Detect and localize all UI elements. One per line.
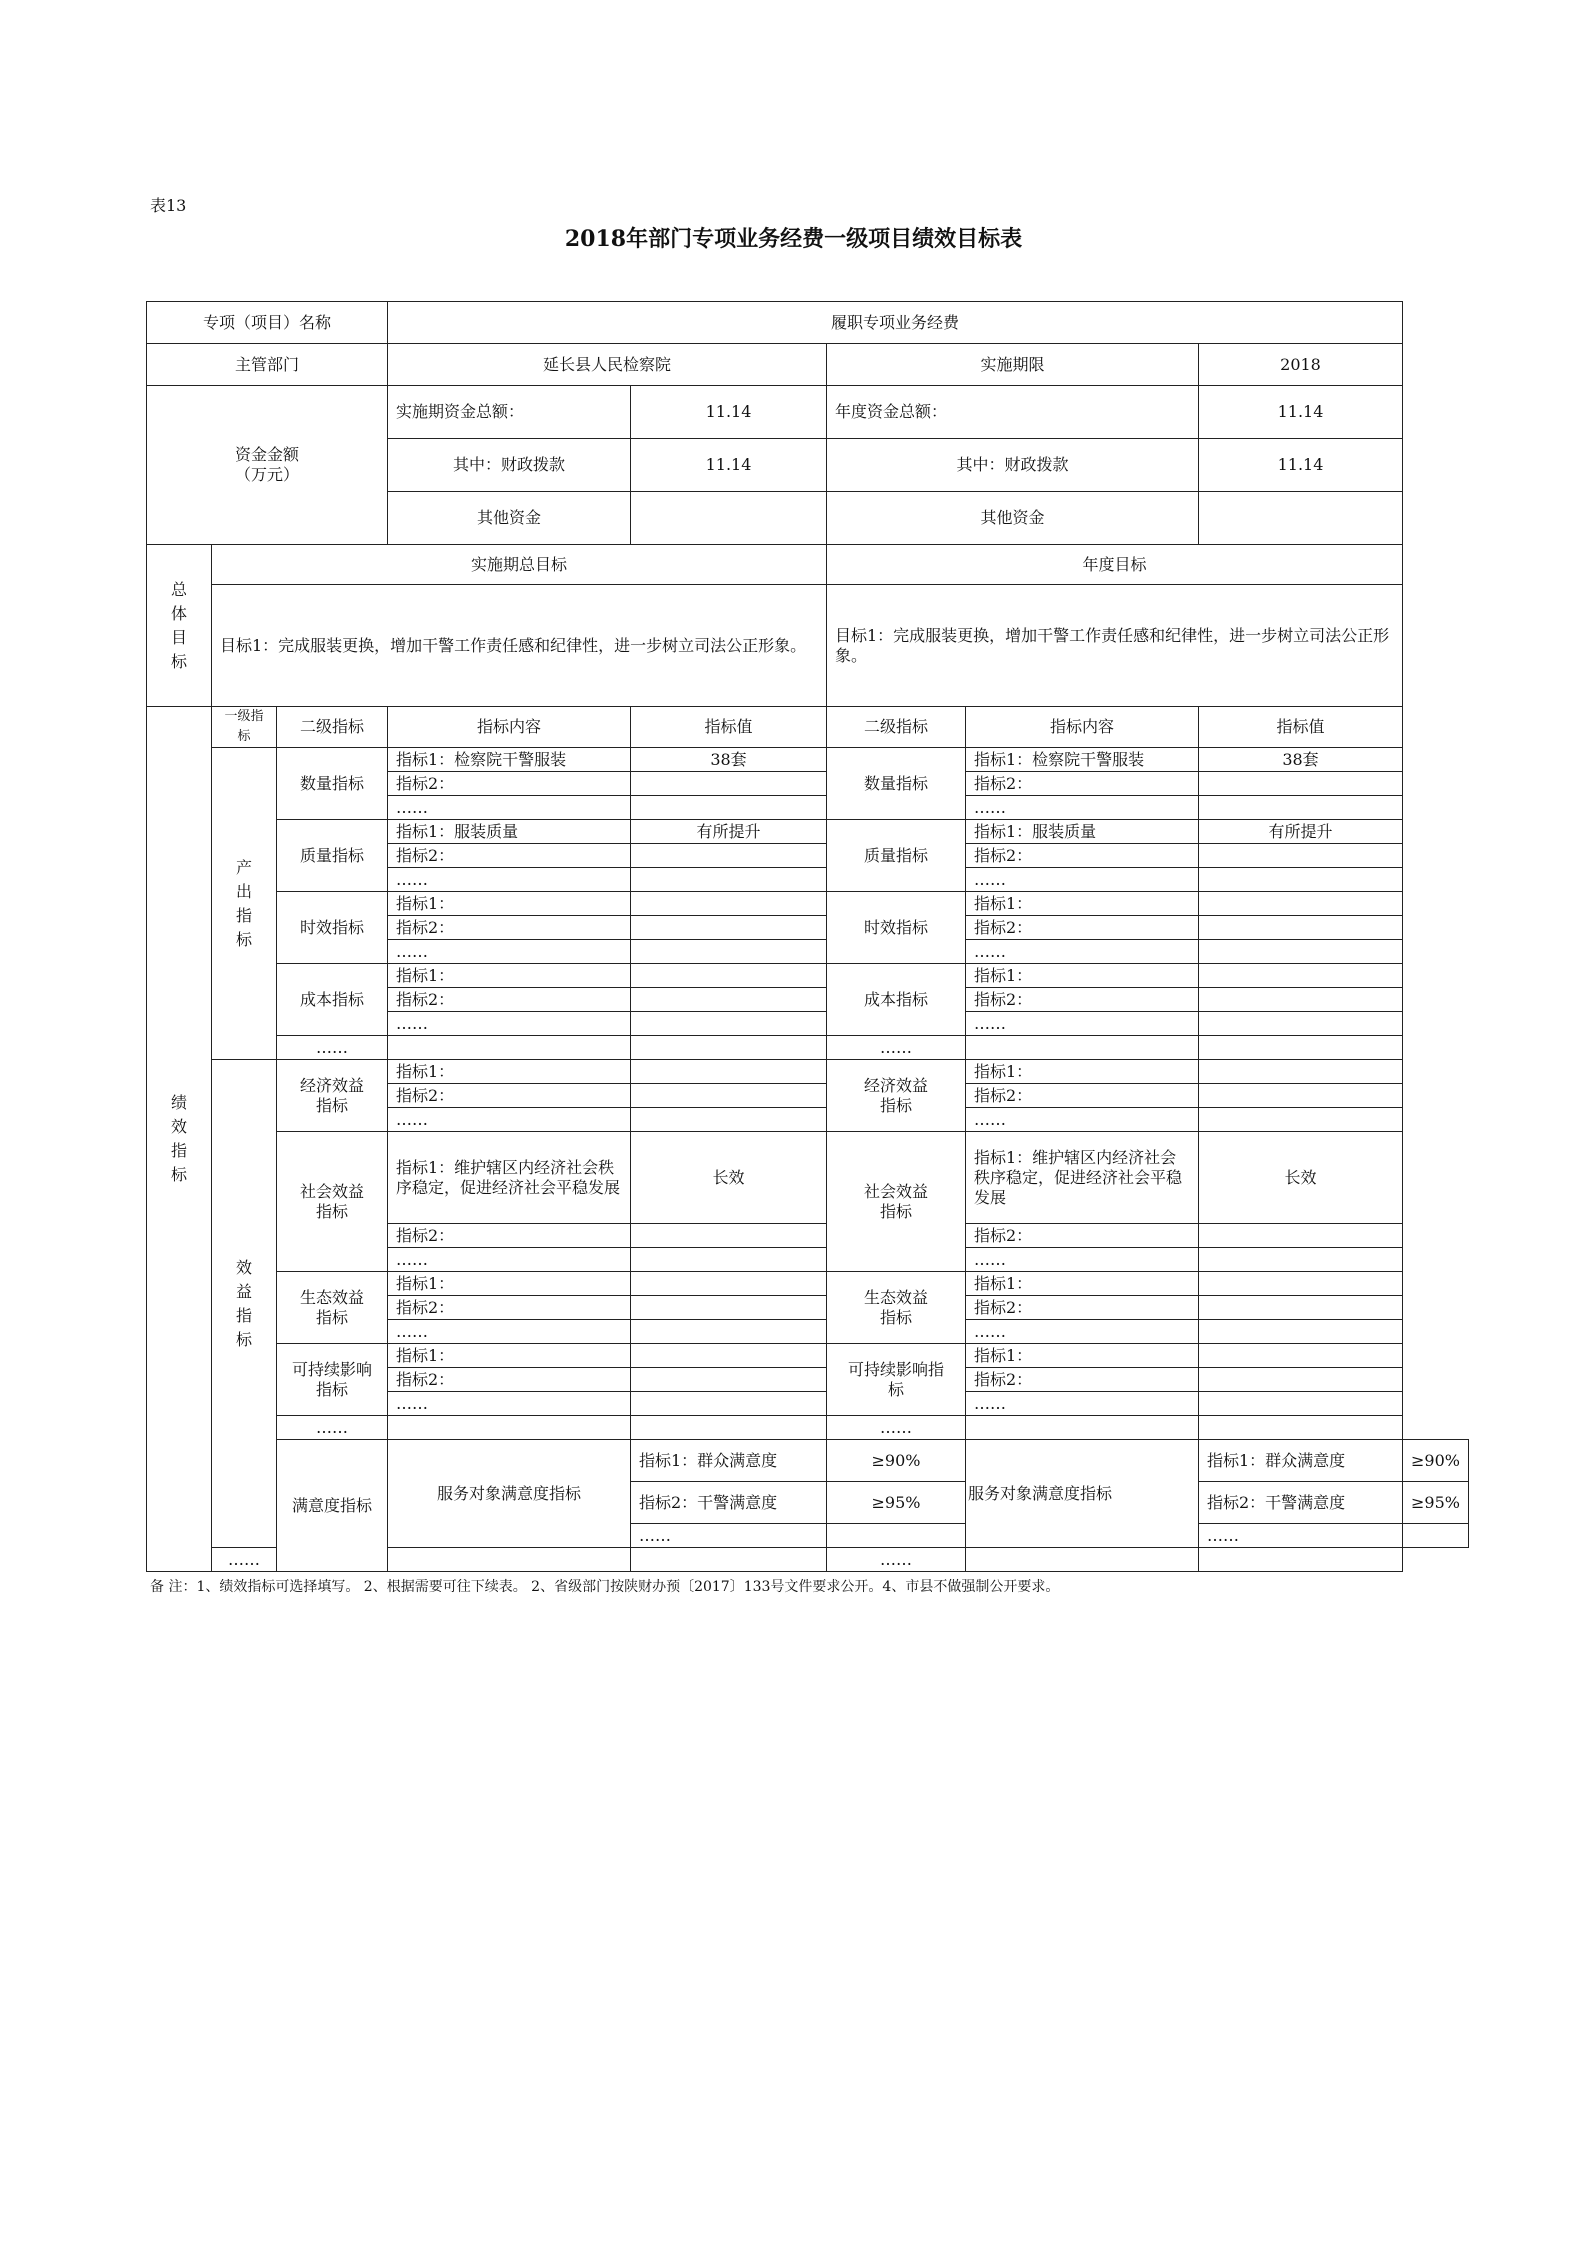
social-val2-right [1199,1224,1403,1248]
sat-ind1-left: 指标1：群众满意度 [631,1440,827,1482]
performance-target-table [146,301,1469,1572]
eco-val3-right [1199,1320,1403,1344]
econ-ind2-right: 指标2： [966,1084,1199,1108]
value-annual-fiscal: 11.14 [1199,439,1403,492]
row-benefit-more [147,1416,1469,1440]
label-period-other: 其他资金 [388,492,631,545]
header-level2-right: 二级指标 [827,707,966,748]
label-time-left: 时效指标 [277,892,388,964]
cost-val3-right [1199,1012,1403,1036]
cost-ind1-left: 指标1： [388,964,631,988]
quantity-ind2-right: 指标2： [966,772,1199,796]
label-eco-left: 生态效益指标 [277,1272,388,1344]
social-ind2-right: 指标2： [966,1224,1199,1248]
time-val1-right [1199,892,1403,916]
output-more-left: …… [277,1036,388,1060]
header-content-right: 指标内容 [966,707,1199,748]
econ-val2-left [631,1084,827,1108]
label-funds [147,386,388,545]
label-annual-other: 其他资金 [827,492,1199,545]
row-time-1 [147,892,1469,916]
social-dots-right: …… [966,1248,1199,1272]
cost-val1-left [631,964,827,988]
label-cost-right: 成本指标 [827,964,966,1036]
label-project-name: 专项（项目）名称 [147,302,388,344]
row-quantity-1 [147,748,1469,772]
cost-ind2-right: 指标2： [966,988,1199,1012]
value-period-goal: 目标1：完成服装更换，增加干警工作责任感和纪律性，进一步树立司法公正形象。 [212,585,827,707]
value-annual-goal: 目标1：完成服装更换，增加干警工作责任感和纪律性，进一步树立司法公正形象。 [827,585,1403,707]
label-time-right: 时效指标 [827,892,966,964]
eco-val1-right [1199,1272,1403,1296]
quality-val2-right [1199,844,1403,868]
social-val1-right: 长效 [1199,1132,1403,1224]
row-sust-1 [147,1344,1469,1368]
quantity-dots-right: …… [966,796,1199,820]
quantity-val2-left [631,772,827,796]
sust-val3-left [631,1392,827,1416]
output-text: 产出指标 [236,857,253,949]
header-level2-left: 二级指标 [277,707,388,748]
label-service-left: 服务对象满意度指标 [388,1440,631,1548]
value-period-fiscal: 11.14 [631,439,827,492]
eco-dots-left: …… [388,1320,631,1344]
sust-val1-left [631,1344,827,1368]
sust-ind1-right: 指标1： [966,1344,1199,1368]
label-econ-right: 经济效益指标 [827,1060,966,1132]
benefit-more-right: …… [827,1416,966,1440]
time-val3-right [1199,940,1403,964]
label-funds-text: 资金金额 [234,445,299,464]
quantity-val1-right: 38套 [1199,748,1403,772]
row-cost-1 [147,964,1469,988]
econ-val1-left [631,1060,827,1084]
label-quality-left: 质量指标 [277,820,388,892]
sust-ind2-right: 指标2： [966,1368,1199,1392]
sat-more-right: …… [827,1548,966,1572]
label-econ-left: 经济效益指标 [277,1060,388,1132]
label-quantity-left: 数量指标 [277,748,388,820]
time-ind1-right: 指标1： [966,892,1199,916]
header-level1: 一级指标 [212,707,277,748]
time-val1-left [631,892,827,916]
quality-val3-right [1199,868,1403,892]
label-eco-right: 生态效益指标 [827,1272,966,1344]
output-more-right: …… [827,1036,966,1060]
quality-ind1-left: 指标1：服装质量 [388,820,631,844]
table-number-label: 表13 [150,196,187,215]
quality-val1-left: 有所提升 [631,820,827,844]
social-val1-left: 长效 [631,1132,827,1224]
sat-val1-right: ≥90% [1403,1440,1469,1482]
sat-dots-left: …… [631,1524,827,1548]
output-more-c1 [388,1036,631,1060]
econ-dots-left: …… [388,1108,631,1132]
label-quality-right: 质量指标 [827,820,966,892]
sust-dots-left: …… [388,1392,631,1416]
eco-ind2-left: 指标2： [388,1296,631,1320]
time-val3-left [631,940,827,964]
sust-dots-right: …… [966,1392,1199,1416]
quality-ind1-right: 指标1：服装质量 [966,820,1199,844]
quantity-dots-left: …… [388,796,631,820]
sat-more-left: …… [212,1548,277,1572]
cost-val1-right [1199,964,1403,988]
time-val2-left [631,916,827,940]
label-funds-unit: （万元） [234,465,299,484]
econ-ind1-left: 指标1： [388,1060,631,1084]
label-annual-total: 年度资金总额： [827,386,1199,439]
sust-ind1-left: 指标1： [388,1344,631,1368]
eco-ind1-left: 指标1： [388,1272,631,1296]
econ-ind1-right: 指标1： [966,1060,1199,1084]
quantity-val1-left: 38套 [631,748,827,772]
sat-ind1-right: 指标1：群众满意度 [1199,1440,1403,1482]
sat-val3-left [827,1524,966,1548]
label-benefit [212,1060,277,1548]
label-sust-left: 可持续影响指标 [277,1344,388,1416]
value-period-total: 11.14 [631,386,827,439]
time-ind1-left: 指标1： [388,892,631,916]
value-project-name: 履职专项业务经费 [388,302,1403,344]
header-value-left: 指标值 [631,707,827,748]
time-dots-right: …… [966,940,1199,964]
label-output [212,748,277,1060]
eco-val1-left [631,1272,827,1296]
benefit-more-c4 [1199,1416,1403,1440]
econ-val3-left [631,1108,827,1132]
sust-val3-right [1199,1392,1403,1416]
row-department [147,344,1469,386]
output-more-c2 [631,1036,827,1060]
quantity-val2-right [1199,772,1403,796]
label-social-left: 社会效益指标 [277,1132,388,1272]
row-project-name [147,302,1469,344]
econ-dots-right: …… [966,1108,1199,1132]
benefit-more-c1 [388,1416,631,1440]
value-annual-other [1199,492,1403,545]
row-sat-1 [147,1440,1469,1482]
social-ind1-right: 指标1：维护辖区内经济社会秩序稳定，促进经济社会平稳发展 [966,1132,1199,1224]
cost-dots-left: …… [388,1012,631,1036]
value-period-other [631,492,827,545]
time-val2-right [1199,916,1403,940]
sat-more-c4 [1199,1548,1403,1572]
social-val3-right [1199,1248,1403,1272]
quantity-val3-left [631,796,827,820]
cost-val3-left [631,1012,827,1036]
label-period-total: 实施期资金总额： [388,386,631,439]
sat-ind2-right: 指标2：干警满意度 [1199,1482,1403,1524]
label-annual-goal: 年度目标 [827,545,1403,585]
quality-val3-left [631,868,827,892]
econ-val3-right [1199,1108,1403,1132]
value-period: 2018 [1199,344,1403,386]
eco-dots-right: …… [966,1320,1199,1344]
label-period: 实施期限 [827,344,1199,386]
label-satisfaction: 满意度指标 [277,1440,388,1572]
eco-ind2-right: 指标2： [966,1296,1199,1320]
label-sust-right: 可持续影响指标 [827,1344,966,1416]
time-dots-left: …… [388,940,631,964]
social-dots-left: …… [388,1248,631,1272]
quality-ind2-left: 指标2： [388,844,631,868]
row-output-more [147,1036,1469,1060]
eco-val2-left [631,1296,827,1320]
sat-val2-left: ≥95% [827,1482,966,1524]
label-overall-goal [147,545,212,707]
sat-dots-right: …… [1199,1524,1403,1548]
label-period-fiscal: 其中：财政拨款 [388,439,631,492]
eco-val2-right [1199,1296,1403,1320]
social-ind2-left: 指标2： [388,1224,631,1248]
document-title: 2018年部门专项业务经费一级项目绩效目标表 [564,226,1023,252]
overall-goal-text: 总体目标 [171,579,188,671]
label-service-right: 服务对象满意度指标 [966,1440,1199,1548]
header-content-left: 指标内容 [388,707,631,748]
row-goal-content [147,585,1469,707]
sat-val1-left: ≥90% [827,1440,966,1482]
quality-dots-right: …… [966,868,1199,892]
benefit-text: 效益指标 [236,1257,253,1349]
sust-val2-right [1199,1368,1403,1392]
quality-val1-right: 有所提升 [1199,820,1403,844]
label-annual-fiscal: 其中：财政拨款 [827,439,1199,492]
sat-val3-right [1403,1524,1469,1548]
sust-ind2-left: 指标2： [388,1368,631,1392]
row-eco-1 [147,1272,1469,1296]
sust-val2-left [631,1368,827,1392]
quantity-ind2-left: 指标2： [388,772,631,796]
social-val3-left [631,1248,827,1272]
row-social-1 [147,1132,1469,1224]
label-quantity-right: 数量指标 [827,748,966,820]
row-indicator-header [147,707,1469,748]
sat-more-c1 [388,1548,631,1572]
eco-val3-left [631,1320,827,1344]
quality-dots-left: …… [388,868,631,892]
row-quality-1 [147,820,1469,844]
econ-val1-right [1199,1060,1403,1084]
eco-ind1-right: 指标1： [966,1272,1199,1296]
cost-dots-right: …… [966,1012,1199,1036]
quantity-ind1-left: 指标1：检察院干警服装 [388,748,631,772]
sat-val2-right: ≥95% [1403,1482,1469,1524]
perf-text: 绩效指标 [171,1093,188,1184]
label-cost-left: 成本指标 [277,964,388,1036]
time-ind2-left: 指标2： [388,916,631,940]
sat-more-c3 [966,1548,1199,1572]
econ-val2-right [1199,1084,1403,1108]
header-value-right: 指标值 [1199,707,1403,748]
sust-val1-right [1199,1344,1403,1368]
quantity-ind1-right: 指标1：检察院干警服装 [966,748,1199,772]
output-more-c3 [966,1036,1199,1060]
sat-more-c2 [631,1548,827,1572]
cost-ind2-left: 指标2： [388,988,631,1012]
benefit-more-c3 [966,1416,1199,1440]
label-perf [147,707,212,1572]
quantity-val3-right [1199,796,1403,820]
benefit-more-c2 [631,1416,827,1440]
time-ind2-right: 指标2： [966,916,1199,940]
cost-val2-right [1199,988,1403,1012]
row-funds-total [147,386,1469,439]
social-ind1-left: 指标1：维护辖区内经济社会秩序稳定，促进经济社会平稳发展 [388,1132,631,1224]
value-annual-total: 11.14 [1199,386,1403,439]
footnote: 备 注：1、绩效指标可选择填写。 2、根据需要可往下续表。 2、省级部门按陕财办预〔2017〕133号文件要求公开。4、市县不做强制公开要求。 [150,1579,1060,1595]
label-period-goal: 实施期总目标 [212,545,827,585]
econ-ind2-left: 指标2： [388,1084,631,1108]
row-econ-1 [147,1060,1469,1084]
sat-ind2-left: 指标2：干警满意度 [631,1482,827,1524]
output-more-c4 [1199,1036,1403,1060]
quality-ind2-right: 指标2： [966,844,1199,868]
quality-val2-left [631,844,827,868]
label-department: 主管部门 [147,344,388,386]
cost-ind1-right: 指标1： [966,964,1199,988]
label-social-right: 社会效益指标 [827,1132,966,1272]
benefit-more-left: …… [277,1416,388,1440]
cost-val2-left [631,988,827,1012]
social-val2-left [631,1224,827,1248]
value-department: 延长县人民检察院 [388,344,827,386]
row-goal-header [147,545,1469,585]
